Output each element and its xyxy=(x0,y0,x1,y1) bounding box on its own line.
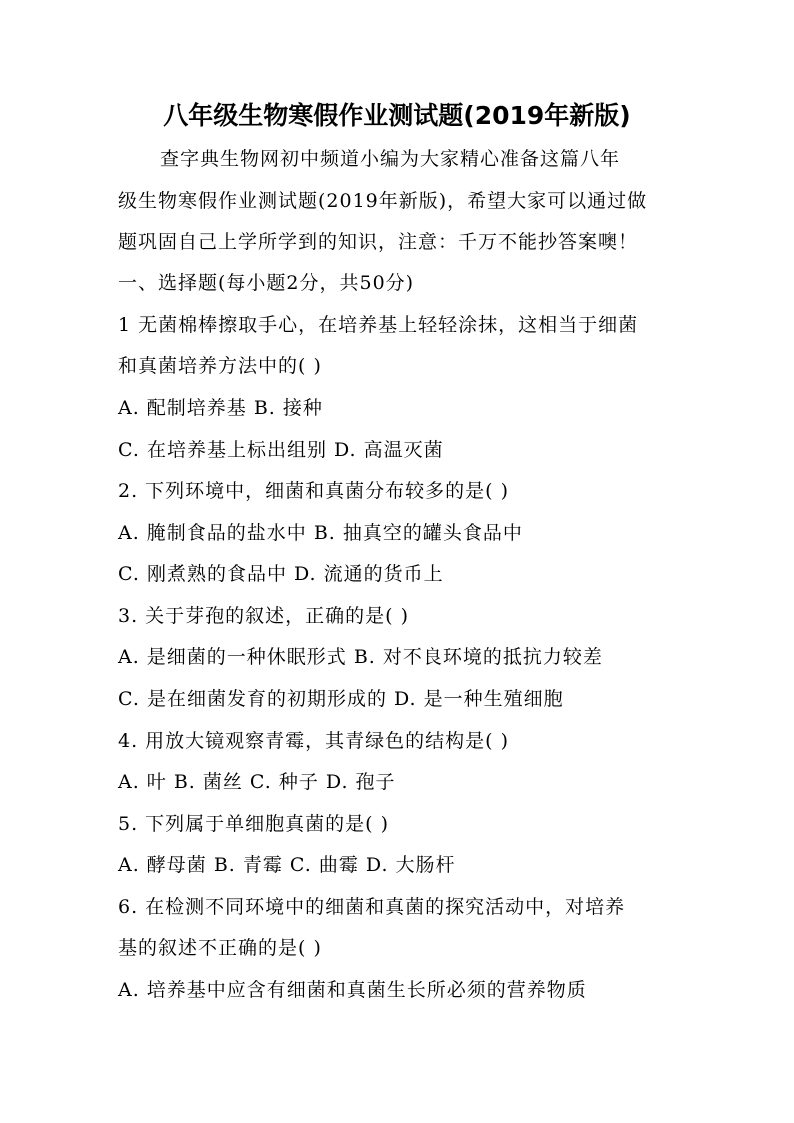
question-1-options-line-1: A. 配制培养基 B. 接种 xyxy=(118,397,323,419)
question-1-options-line-2: C. 在培养基上标出组别 D. 高温灭菌 xyxy=(118,439,444,461)
question-3-options-line-2: C. 是在细菌发育的初期形成的 D. 是一种生殖细胞 xyxy=(118,688,564,710)
intro-line-2: 级生物寒假作业测试题(2019年新版)，希望大家可以通过做 xyxy=(118,190,648,212)
question-3-options-line-1: A. 是细菌的一种休眠形式 B. 对不良环境的抵抗力较差 xyxy=(118,646,603,668)
question-6-stem-line-1: 6. 在检测不同环境中的细菌和真菌的探究活动中，对培养 xyxy=(118,896,626,918)
document-title: 八年级生物寒假作业测试题(2019年新版) xyxy=(163,101,631,130)
intro-line-3: 题巩固自己上学所学到的知识，注意：千万不能抄答案噢！ xyxy=(118,231,639,253)
question-6-stem-line-2: 基的叙述不正确的是( ) xyxy=(118,937,322,959)
question-5-stem: 5. 下列属于单细胞真菌的是( ) xyxy=(118,813,390,835)
intro-line-1: 查字典生物网初中频道小编为大家精心准备这篇八年 xyxy=(160,148,621,170)
question-5-options: A. 酵母菌 B. 青霉 C. 曲霉 D. 大肠杆 xyxy=(118,854,456,876)
question-2-options-line-1: A. 腌制食品的盐水中 B. 抽真空的罐头食品中 xyxy=(118,522,523,544)
question-1-stem-line-2: 和真菌培养方法中的( ) xyxy=(118,355,322,377)
question-4-stem: 4. 用放大镜观察青霉，其青绿色的结构是( ) xyxy=(118,730,510,752)
question-2-options-line-2: C. 刚煮熟的食品中 D. 流通的货币上 xyxy=(118,563,444,585)
question-2-stem: 2. 下列环境中，细菌和真菌分布较多的是( ) xyxy=(118,480,510,502)
question-3-stem: 3. 关于芽孢的叙述，正确的是( ) xyxy=(118,605,410,627)
question-4-options: A. 叶 B. 菌丝 C. 种子 D. 孢子 xyxy=(118,771,396,793)
question-1-stem-line-1: 1 无菌棉棒擦取手心，在培养基上轻轻涂抹，这相当于细菌 xyxy=(118,314,639,336)
section-heading: 一、选择题(每小题2分，共50分) xyxy=(118,272,415,294)
question-6-options-line-1: A. 培养基中应含有细菌和真菌生长所必须的营养物质 xyxy=(118,979,587,1001)
